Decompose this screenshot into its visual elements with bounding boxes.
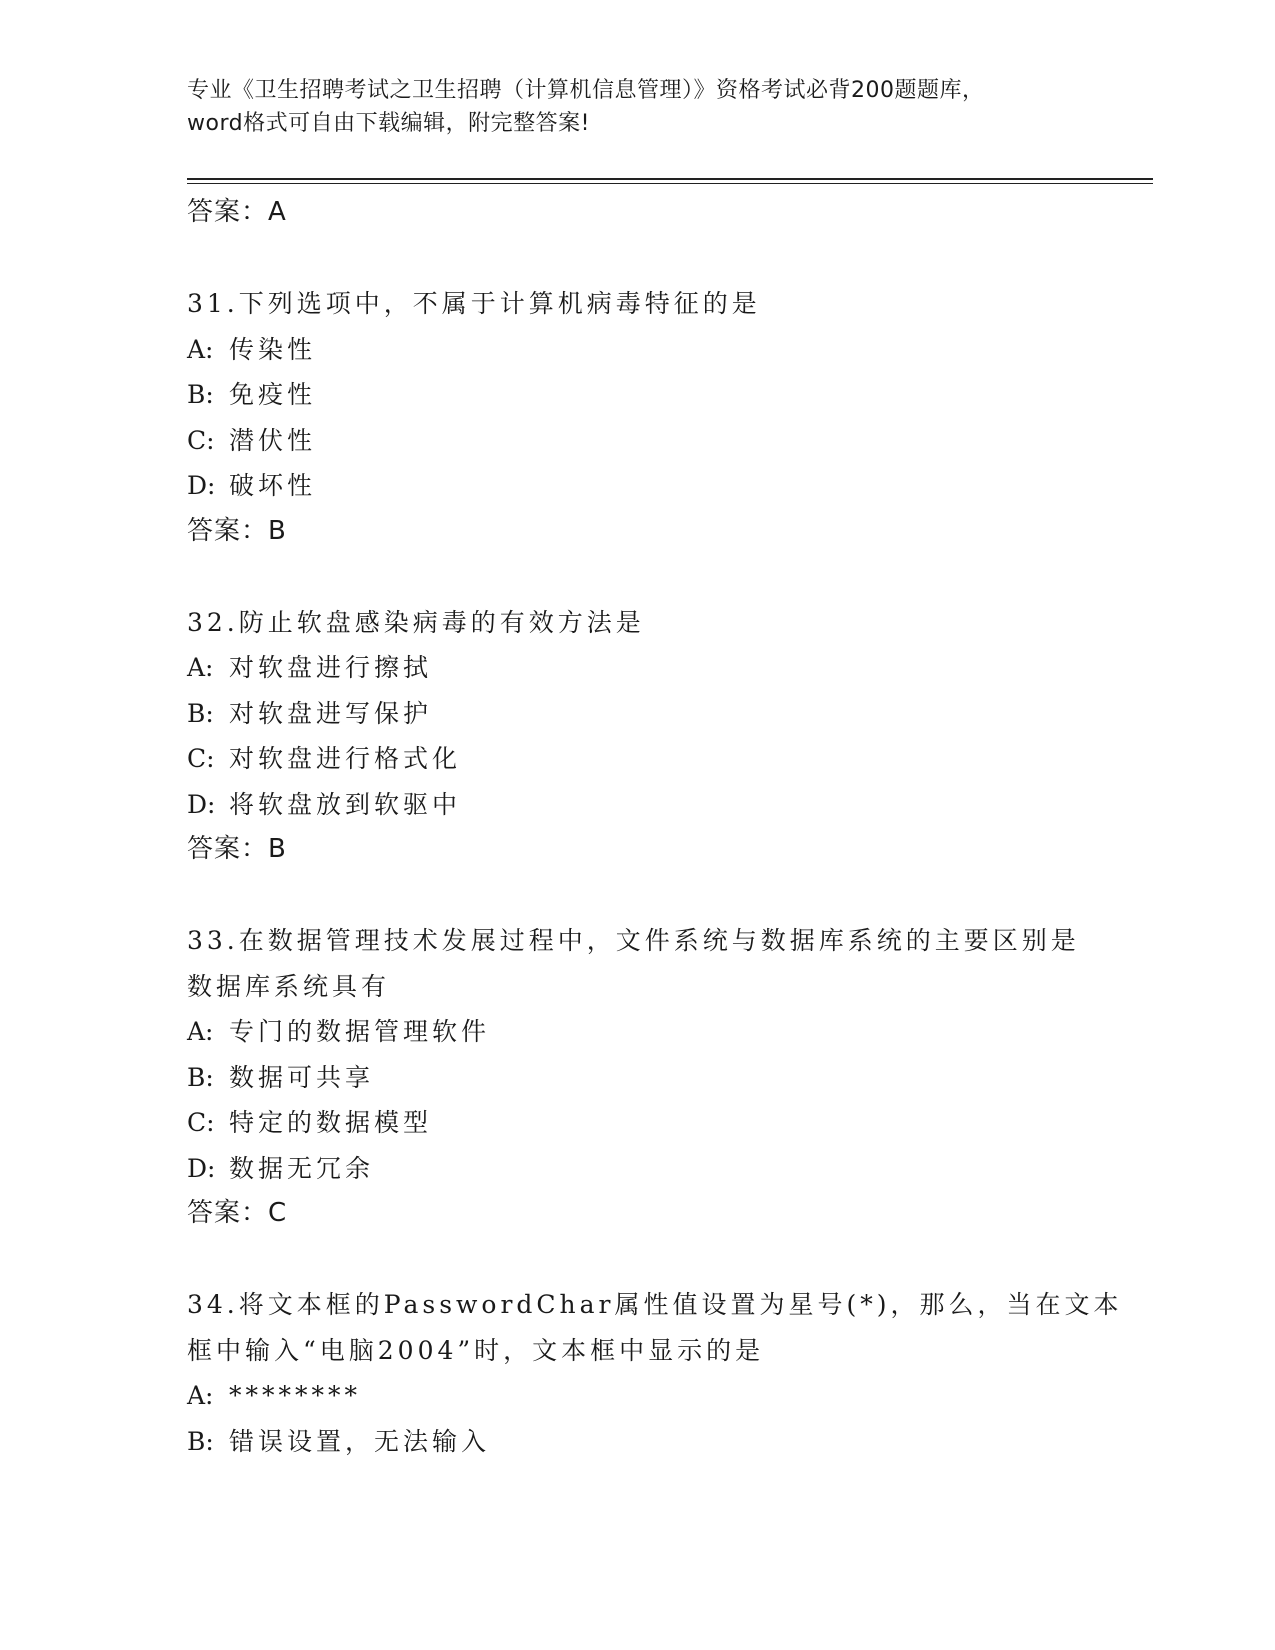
answer-line: 答案：B [187, 515, 287, 546]
option-b [187, 691, 1087, 737]
option-text: 数据无冗余 [229, 1153, 375, 1183]
option-a [187, 645, 1087, 691]
question-item [187, 918, 1087, 1237]
document-header [187, 74, 1087, 140]
option-d [187, 1146, 1087, 1192]
option-key: A: [187, 334, 214, 364]
option-text: ******** [229, 1381, 361, 1410]
option-text: 破坏性 [229, 471, 317, 500]
question-stem: 32.防止软盘感染病毒的有效方法是 [187, 607, 645, 637]
option-text: 免疫性 [229, 380, 317, 409]
spacer [187, 873, 1087, 919]
option-key: A: [187, 1017, 214, 1046]
option-key: A: [187, 1381, 214, 1410]
option-key: D: [187, 471, 216, 500]
option-d [187, 782, 1087, 828]
option-key: C: [187, 744, 215, 773]
question-item [187, 600, 1087, 873]
answer-line: 答案：C [187, 1198, 288, 1228]
option-key: A: [187, 653, 214, 682]
option-key: C: [187, 425, 215, 455]
header-line-2: word格式可自由下载编辑，附完整答案! [187, 111, 590, 136]
option-c [187, 418, 1087, 464]
option-a [187, 1009, 1087, 1055]
option-text: 潜伏性 [229, 425, 317, 455]
question-item [187, 281, 1087, 554]
option-text: 专门的数据管理软件 [229, 1017, 491, 1046]
option-text: 数据可共享 [229, 1062, 375, 1092]
option-text: 将软盘放到软驱中 [229, 789, 462, 819]
option-b [187, 1055, 1087, 1101]
question-stem: 34.将文本框的PasswordChar属性值设置为星号(*)，那么，当在文本 [187, 1290, 1123, 1319]
answer-line: 答案：B [187, 834, 287, 864]
option-text: 对软盘进写保护 [229, 698, 433, 728]
option-key: C: [187, 1108, 215, 1137]
option-text: 对软盘进行擦拭 [229, 653, 433, 682]
option-key: D: [187, 1153, 216, 1183]
option-key: B: [187, 698, 214, 728]
spacer [187, 236, 1087, 282]
option-text: 传染性 [229, 334, 317, 364]
option-b [187, 1419, 1087, 1465]
option-text: 特定的数据模型 [229, 1108, 433, 1137]
option-key: D: [187, 789, 216, 819]
question-stem: 31.下列选项中，不属于计算机病毒特征的是 [187, 289, 761, 318]
question-list [187, 190, 1123, 1464]
answer-line: 答案：A [187, 197, 287, 227]
option-key: B: [187, 1062, 214, 1092]
question-stem-continued: 数据库系统具有 [187, 971, 391, 1001]
question-stem-continued: 框中输入“电脑2004”时，文本框中显示的是 [187, 1335, 765, 1365]
option-c [187, 736, 1087, 782]
option-c [187, 1100, 1087, 1146]
option-key: B: [187, 380, 214, 409]
option-text: 对软盘进行格式化 [229, 744, 462, 773]
spacer [187, 554, 1087, 600]
option-b [187, 372, 1087, 418]
option-key: B: [187, 1426, 214, 1456]
option-a [187, 327, 1087, 373]
header-line-1: 专业《卫生招聘考试之卫生招聘（计算机信息管理）》资格考试必背200题题库， [187, 78, 985, 103]
option-text: 错误设置，无法输入 [229, 1426, 491, 1456]
header-divider [187, 178, 1153, 184]
question-stem: 33.在数据管理技术发展过程中，文件系统与数据库系统的主要区别是 [187, 926, 1080, 955]
question-item [187, 1282, 1123, 1464]
option-d [187, 463, 1087, 509]
option-a [187, 1373, 1087, 1419]
spacer [187, 1237, 1087, 1283]
